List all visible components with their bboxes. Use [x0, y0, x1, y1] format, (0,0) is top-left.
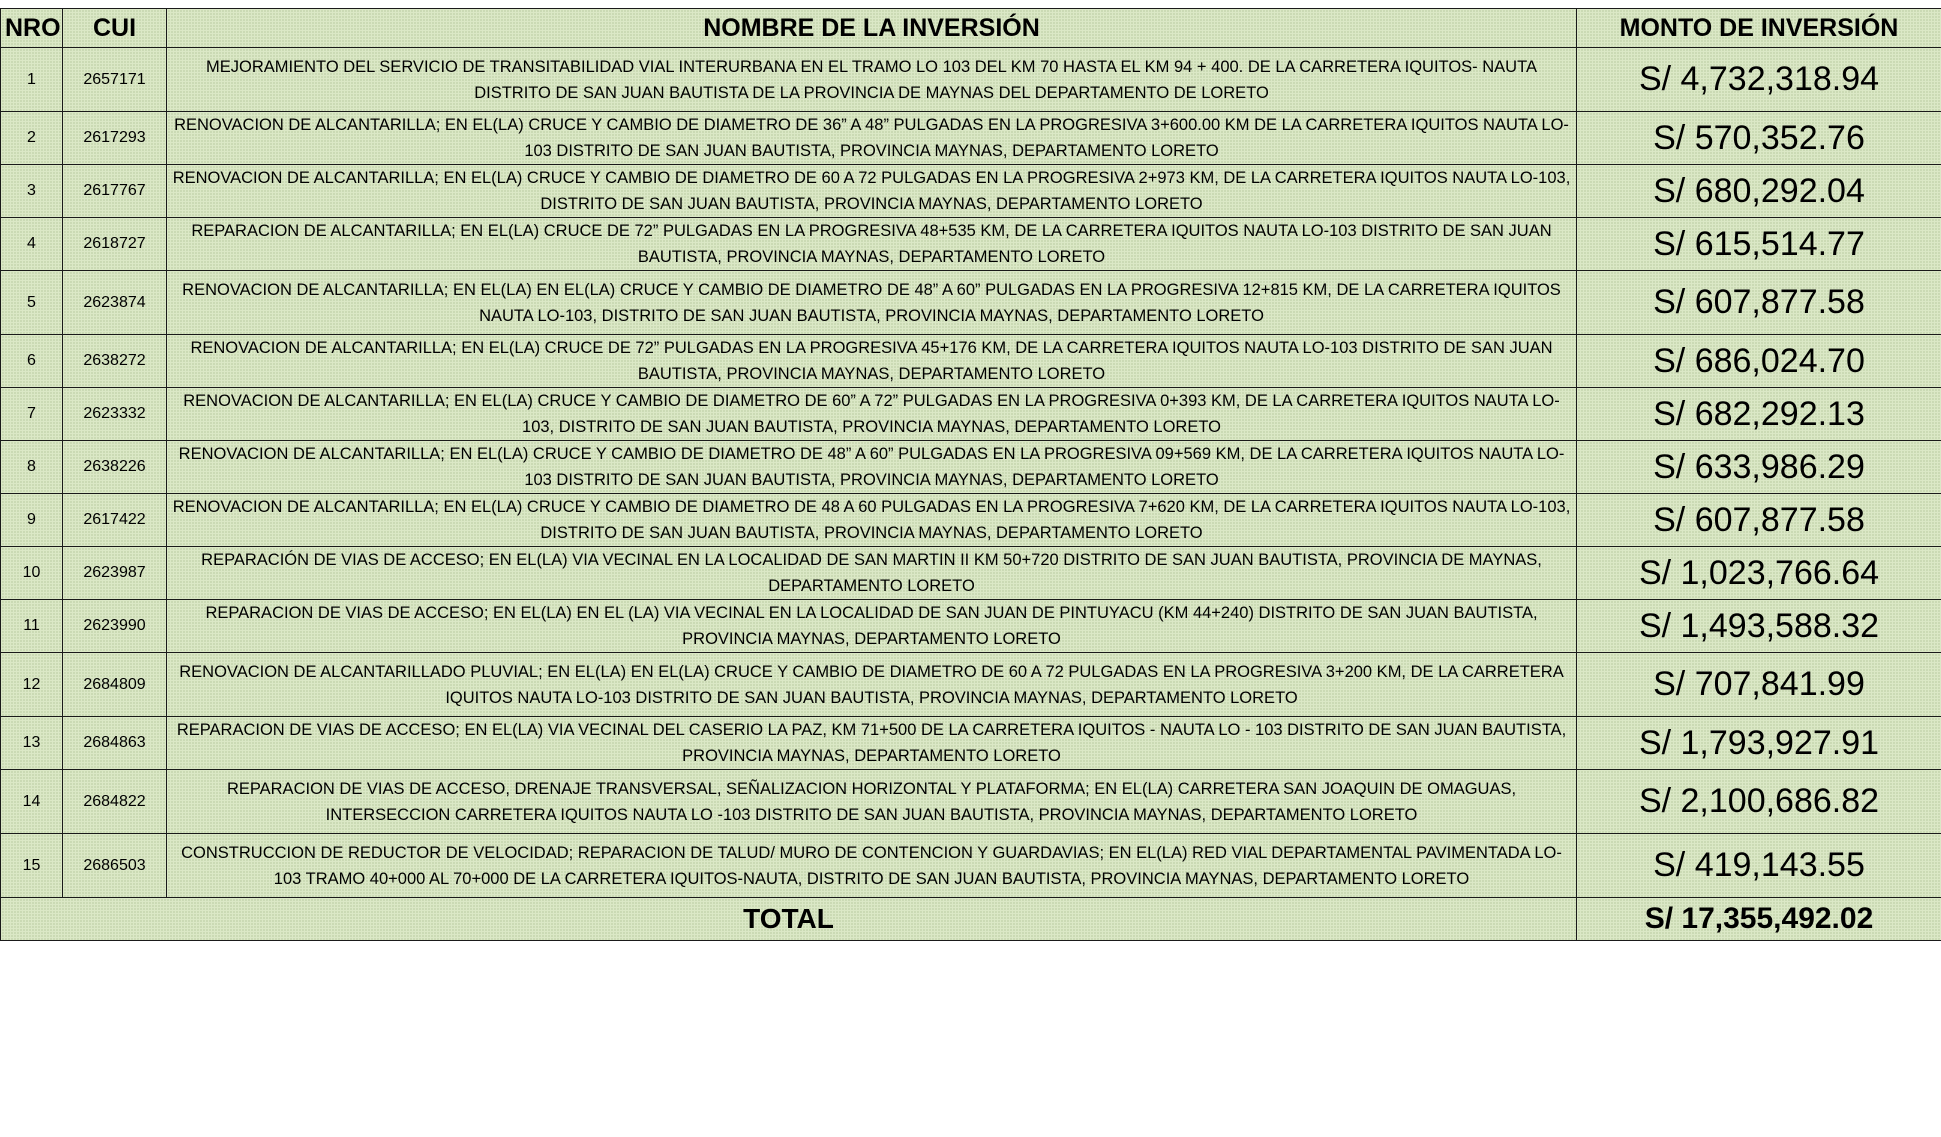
- row-cui: 2684809: [63, 653, 167, 717]
- header-row: [1, 9, 1941, 48]
- row-investment-name: REPARACION DE VIAS DE ACCESO; EN EL(LA) EN EL (LA) VIA VECINAL EN LA LOCALIDAD DE SAN JUAN DE PINTUYACU (KM 44+240) DISTRITO DE SAN JUAN BAUTISTA, PROVINCIA MAYNAS, DEPARTAMENTO LORETO: [167, 600, 1577, 653]
- row-number: 3: [1, 165, 63, 218]
- row-investment-name: RENOVACION DE ALCANTARILLA; EN EL(LA) CRUCE Y CAMBIO DE DIAMETRO DE 60” A 72” PULGADAS EN LA PROGRESIVA 0+393 KM, DE LA CARRETERA IQUITOS NAUTA LO-103, DISTRITO DE SAN JUAN BAUTISTA, PROVINCIA MAYNAS, DEPARTAMENTO LORETO: [167, 388, 1577, 441]
- row-number: 6: [1, 335, 63, 388]
- row-investment-name: MEJORAMIENTO DEL SERVICIO DE TRANSITABILIDAD VIAL INTERURBANA EN EL TRAMO LO 103 DEL KM 70 HASTA EL KM 94 + 400. DE LA CARRETERA IQUITOS- NAUTA DISTRITO DE SAN JUAN BAUTISTA DE LA PROVINCIA DE MAYNAS DEL DEPARTAMENTO DE LORETO: [167, 48, 1577, 112]
- table-row: [1, 653, 1941, 717]
- row-number: 8: [1, 441, 63, 494]
- row-cui: 2623874: [63, 271, 167, 335]
- row-cui: 2623332: [63, 388, 167, 441]
- row-investment-amount: S/ 4,732,318.94: [1577, 48, 1941, 112]
- row-number: 11: [1, 600, 63, 653]
- table-row: [1, 547, 1941, 600]
- row-cui: 2617422: [63, 494, 167, 547]
- row-number: 13: [1, 717, 63, 770]
- header-cui: CUI: [63, 9, 167, 48]
- row-number: 1: [1, 48, 63, 112]
- table-row: [1, 770, 1941, 834]
- row-cui: 2623990: [63, 600, 167, 653]
- table-row: [1, 494, 1941, 547]
- row-investment-name: RENOVACION DE ALCANTARILLADO PLUVIAL; EN EL(LA) EN EL(LA) CRUCE Y CAMBIO DE DIAMETRO DE 60 A 72 PULGADAS EN LA PROGRESIVA 3+200 KM, DE LA CARRETERA IQUITOS NAUTA LO-103 DISTRITO DE SAN JUAN BAUTISTA, PROVINCIA MAYNAS, DEPARTAMENTO LORETO: [167, 653, 1577, 717]
- row-number: 10: [1, 547, 63, 600]
- row-investment-amount: S/ 419,143.55: [1577, 834, 1941, 898]
- row-cui: 2657171: [63, 48, 167, 112]
- row-cui: 2638272: [63, 335, 167, 388]
- table-row: [1, 218, 1941, 271]
- row-investment-amount: S/ 707,841.99: [1577, 653, 1941, 717]
- row-investment-name: CONSTRUCCION DE REDUCTOR DE VELOCIDAD; REPARACION DE TALUD/ MURO DE CONTENCION Y GUARDAVIAS; EN EL(LA) RED VIAL DEPARTAMENTAL PAVIMENTADA LO-103 TRAMO 40+000 AL 70+000 DE LA CARRETERA IQUITOS-NAUTA, DISTRITO DE SAN JUAN BAUTISTA, PROVINCIA MAYNAS, DEPARTAMENTO LORETO: [167, 834, 1577, 898]
- total-row: [1, 898, 1941, 941]
- row-cui: 2617767: [63, 165, 167, 218]
- row-investment-name: REPARACION DE VIAS DE ACCESO, DRENAJE TRANSVERSAL, SEÑALIZACION HORIZONTAL Y PLATAFORMA; EN EL(LA) CARRETERA SAN JOAQUIN DE OMAGUAS, INTERSECCION CARRETERA IQUITOS NAUTA LO -103 DISTRITO DE SAN JUAN BAUTISTA, PROVINCIA MAYNAS, DEPARTAMENTO LORETO: [167, 770, 1577, 834]
- header-nombre: NOMBRE DE LA INVERSIÓN: [167, 9, 1577, 48]
- table-row: [1, 48, 1941, 112]
- table-row: [1, 112, 1941, 165]
- row-investment-amount: S/ 1,493,588.32: [1577, 600, 1941, 653]
- row-cui: 2684863: [63, 717, 167, 770]
- investment-table-sheet: [0, 8, 1941, 941]
- row-number: 2: [1, 112, 63, 165]
- row-cui: 2623987: [63, 547, 167, 600]
- table-row: [1, 271, 1941, 335]
- row-investment-amount: S/ 680,292.04: [1577, 165, 1941, 218]
- row-investment-name: RENOVACION DE ALCANTARILLA; EN EL(LA) CRUCE Y CAMBIO DE DIAMETRO DE 36” A 48” PULGADAS EN LA PROGRESIVA 3+600.00 KM DE LA CARRETERA IQUITOS NAUTA LO-103 DISTRITO DE SAN JUAN BAUTISTA, PROVINCIA MAYNAS, DEPARTAMENTO LORETO: [167, 112, 1577, 165]
- row-investment-amount: S/ 607,877.58: [1577, 271, 1941, 335]
- table-row: [1, 335, 1941, 388]
- row-number: 7: [1, 388, 63, 441]
- table-row: [1, 834, 1941, 898]
- row-cui: 2686503: [63, 834, 167, 898]
- row-number: 15: [1, 834, 63, 898]
- row-investment-amount: S/ 570,352.76: [1577, 112, 1941, 165]
- table-row: [1, 388, 1941, 441]
- total-label: TOTAL: [1, 898, 1577, 941]
- row-number: 12: [1, 653, 63, 717]
- row-investment-name: REPARACION DE ALCANTARILLA; EN EL(LA) CRUCE DE 72” PULGADAS EN LA PROGRESIVA 48+535 KM, DE LA CARRETERA IQUITOS NAUTA LO-103 DISTRITO DE SAN JUAN BAUTISTA, PROVINCIA MAYNAS, DEPARTAMENTO LORETO: [167, 218, 1577, 271]
- row-investment-amount: S/ 2,100,686.82: [1577, 770, 1941, 834]
- row-investment-amount: S/ 615,514.77: [1577, 218, 1941, 271]
- row-number: 9: [1, 494, 63, 547]
- row-cui: 2684822: [63, 770, 167, 834]
- table-row: [1, 717, 1941, 770]
- row-investment-name: RENOVACION DE ALCANTARILLA; EN EL(LA) CRUCE Y CAMBIO DE DIAMETRO DE 48 A 60 PULGADAS EN LA PROGRESIVA 7+620 KM, DE LA CARRETERA IQUITOS NAUTA LO-103, DISTRITO DE SAN JUAN BAUTISTA, PROVINCIA MAYNAS, DEPARTAMENTO LORETO: [167, 494, 1577, 547]
- table-row: [1, 165, 1941, 218]
- row-investment-name: REPARACION DE VIAS DE ACCESO; EN EL(LA) VIA VECINAL DEL CASERIO LA PAZ, KM 71+500 DE LA CARRETERA IQUITOS - NAUTA LO - 103 DISTRITO DE SAN JUAN BAUTISTA, PROVINCIA MAYNAS, DEPARTAMENTO LORETO: [167, 717, 1577, 770]
- row-number: 4: [1, 218, 63, 271]
- row-number: 14: [1, 770, 63, 834]
- row-investment-name: RENOVACION DE ALCANTARILLA; EN EL(LA) CRUCE Y CAMBIO DE DIAMETRO DE 60 A 72 PULGADAS EN LA PROGRESIVA 2+973 KM, DE LA CARRETERA IQUITOS NAUTA LO-103, DISTRITO DE SAN JUAN BAUTISTA, PROVINCIA MAYNAS, DEPARTAMENTO LORETO: [167, 165, 1577, 218]
- row-cui: 2618727: [63, 218, 167, 271]
- header-monto: MONTO DE INVERSIÓN: [1577, 9, 1941, 48]
- table-row: [1, 441, 1941, 494]
- row-investment-amount: S/ 1,793,927.91: [1577, 717, 1941, 770]
- header-nro: NRO: [1, 9, 63, 48]
- total-value: S/ 17,355,492.02: [1577, 898, 1941, 941]
- row-investment-amount: S/ 1,023,766.64: [1577, 547, 1941, 600]
- row-cui: 2617293: [63, 112, 167, 165]
- row-number: 5: [1, 271, 63, 335]
- row-investment-amount: S/ 633,986.29: [1577, 441, 1941, 494]
- row-investment-amount: S/ 686,024.70: [1577, 335, 1941, 388]
- row-investment-amount: S/ 607,877.58: [1577, 494, 1941, 547]
- row-investment-name: RENOVACION DE ALCANTARILLA; EN EL(LA) CRUCE DE 72” PULGADAS EN LA PROGRESIVA 45+176 KM, DE LA CARRETERA IQUITOS NAUTA LO-103 DISTRITO DE SAN JUAN BAUTISTA, PROVINCIA MAYNAS, DEPARTAMENTO LORETO: [167, 335, 1577, 388]
- investment-table: [0, 8, 1941, 941]
- row-investment-name: REPARACIÓN DE VIAS DE ACCESO; EN EL(LA) VIA VECINAL EN LA LOCALIDAD DE SAN MARTIN II KM 50+720 DISTRITO DE SAN JUAN BAUTISTA, PROVINCIA DE MAYNAS, DEPARTAMENTO LORETO: [167, 547, 1577, 600]
- table-body: [1, 48, 1941, 898]
- row-cui: 2638226: [63, 441, 167, 494]
- table-row: [1, 600, 1941, 653]
- row-investment-amount: S/ 682,292.13: [1577, 388, 1941, 441]
- row-investment-name: RENOVACION DE ALCANTARILLA; EN EL(LA) CRUCE Y CAMBIO DE DIAMETRO DE 48” A 60” PULGADAS EN LA PROGRESIVA 09+569 KM, DE LA CARRETERA IQUITOS NAUTA LO-103 DISTRITO DE SAN JUAN BAUTISTA, PROVINCIA MAYNAS, DEPARTAMENTO LORETO: [167, 441, 1577, 494]
- row-investment-name: RENOVACION DE ALCANTARILLA; EN EL(LA) EN EL(LA) CRUCE Y CAMBIO DE DIAMETRO DE 48” A 60” PULGADAS EN LA PROGRESIVA 12+815 KM, DE LA CARRETERA IQUITOS NAUTA LO-103, DISTRITO DE SAN JUAN BAUTISTA, PROVINCIA MAYNAS, DEPARTAMENTO LORETO: [167, 271, 1577, 335]
